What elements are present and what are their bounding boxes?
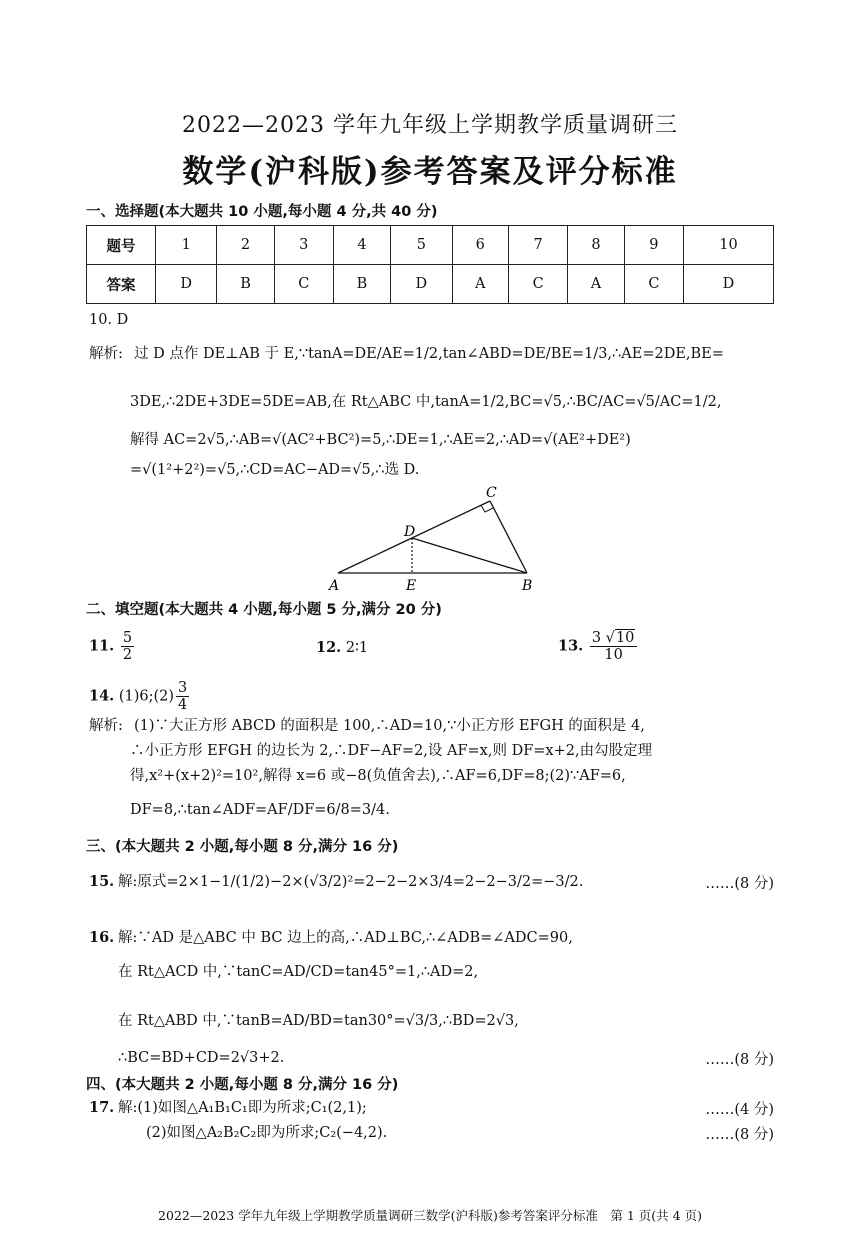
right-angle-mark xyxy=(481,505,493,512)
q10-analysis-prefix: 解析: xyxy=(89,346,123,362)
q11-label: 11. xyxy=(89,637,115,655)
question-number: 5 xyxy=(391,226,452,265)
q14-analysis-line1: (1)∵大正方形 ABCD 的面积是 100,∴AD=10,∵小正方形 EFGH 的面积是 4, xyxy=(134,718,645,734)
q17-line2: (2)如图△A₂B₂C₂即为所求;C₂(−4,2). xyxy=(146,1125,388,1141)
q14-fraction xyxy=(176,680,189,713)
q12-value: 2∶1 xyxy=(345,640,369,656)
label-e: E xyxy=(406,578,417,594)
question-number: 2 xyxy=(217,226,274,265)
question-number: 6 xyxy=(452,226,509,265)
question-number: 3 xyxy=(274,226,333,265)
q14-analysis-line3: 得,x²+(x+2)²=10²,解得 x=6 或−8(负值舍去),∴AF=6,DF=8;(2)∵AF=6, xyxy=(130,768,626,784)
q17-line1: 解:(1)如图△A₁B₁C₁即为所求;C₁(2,1); xyxy=(118,1100,367,1116)
q15-solution: 解:原式=2×1−1/(1/2)−2×(√3/2)²=2−2−2×3/4=2−2−3/2=−3/2. xyxy=(118,874,584,890)
q10-analysis-line2: 3DE,∴2DE+3DE=5DE=AB,在 Rt△ABC 中,tanA=1/2,BC=√5,∴BC/AC=√5/AC=1/2, xyxy=(130,394,722,410)
segment-cb xyxy=(490,501,527,573)
q16-points: ……(8 分) xyxy=(705,1052,774,1068)
q12 xyxy=(316,638,368,658)
section2-heading: 二、填空题(本大题共 4 小题,每小题 5 分,满分 20 分) xyxy=(86,602,442,618)
q14 xyxy=(89,680,191,713)
page-footer: 2022—2023 学年九年级上学期教学质量调研三数学(沪科版)参考答案评分标准 第 1 页(共 4 页) xyxy=(158,1208,702,1223)
q14-numerator: 3 xyxy=(178,680,188,696)
q15-points: ……(8 分) xyxy=(705,876,774,892)
answer-cell: D xyxy=(156,265,217,304)
answer-cell: D xyxy=(391,265,452,304)
answer-cell: B xyxy=(217,265,274,304)
q16-line3: 在 Rt△ABD 中,∵tanB=AD/BD=tan30°=√3/3,∴BD=2√3, xyxy=(118,1013,519,1029)
q16-label: 16. xyxy=(89,929,115,946)
q14-answer-prefix: (1)6;(2) xyxy=(118,688,175,705)
q14-denominator: 4 xyxy=(178,697,188,713)
q10-answer: 10. D xyxy=(89,312,129,328)
q11-denominator: 2 xyxy=(122,647,133,663)
label-b: B xyxy=(522,578,533,594)
q13-denominator: 10 xyxy=(604,647,623,663)
q11-fraction xyxy=(121,630,134,663)
q14-analysis-line2: ∴小正方形 EFGH 的边长为 2,∴DF−AF=2,设 AF=x,则 DF=x+2,由勾股定理 xyxy=(130,743,653,759)
answer-table-answer-row xyxy=(87,265,774,304)
q16-line1: 解:∵AD 是△ABC 中 BC 边上的高,∴AD⊥BC,∴∠ADB=∠ADC=90, xyxy=(118,930,573,946)
q10-analysis-line3: 解得 AC=2√5,∴AB=√(AC²+BC²)=5,∴DE=1,∴AE=2,∴AD=√(AE²+DE²) xyxy=(130,432,631,448)
q14-analysis-line4: DF=8,∴tan∠ADF=AF/DF=6/8=3/4. xyxy=(130,802,390,818)
q10-analysis-line4: =√(1²+2²)=√5,∴CD=AC−AD=√5,∴选 D. xyxy=(130,462,420,478)
row-label-number: 题号 xyxy=(87,226,156,265)
q17-label: 17. xyxy=(89,1099,115,1116)
q13-fraction xyxy=(590,630,638,663)
q16-line4: ∴BC=BD+CD=2√3+2. xyxy=(118,1050,285,1066)
document-title-line1: 2022—2023 学年九年级上学期教学质量调研三 xyxy=(182,113,678,138)
segment-db xyxy=(412,538,527,573)
q15-label: 15. xyxy=(89,873,115,890)
q12-label: 12. xyxy=(316,639,342,656)
answer-cell: D xyxy=(683,265,773,304)
section1-heading: 一、选择题(本大题共 10 小题,每小题 4 分,共 40 分) xyxy=(86,204,438,220)
label-d: D xyxy=(404,524,416,540)
section3-heading: 三、(本大题共 2 小题,每小题 8 分,满分 16 分) xyxy=(86,839,399,855)
answer-cell: C xyxy=(624,265,683,304)
answer-cell: A xyxy=(568,265,625,304)
q14-label: 14. xyxy=(89,687,115,705)
label-c: C xyxy=(486,485,497,501)
q13-numerator: 3 √10 xyxy=(590,630,638,647)
section4-heading: 四、(本大题共 2 小题,每小题 8 分,满分 16 分) xyxy=(86,1077,399,1093)
question-number: 9 xyxy=(624,226,683,265)
answer-cell: A xyxy=(452,265,509,304)
question-number: 7 xyxy=(509,226,568,265)
question-number: 1 xyxy=(156,226,217,265)
q16-line2: 在 Rt△ACD 中,∵tanC=AD/CD=tan45°=1,∴AD=2, xyxy=(118,964,479,980)
triangle-figure xyxy=(324,484,544,596)
q14-analysis-prefix: 解析: xyxy=(89,718,123,734)
question-number: 8 xyxy=(568,226,625,265)
row-label-answer: 答案 xyxy=(87,265,156,304)
question-number: 4 xyxy=(333,226,390,265)
q13 xyxy=(558,630,639,663)
question-number: 10 xyxy=(683,226,773,265)
q13-label: 13. xyxy=(558,637,584,655)
q17-points2: ……(8 分) xyxy=(705,1127,774,1143)
q17-points1: ……(4 分) xyxy=(705,1102,774,1118)
label-a: A xyxy=(329,578,340,594)
answer-cell: C xyxy=(274,265,333,304)
q11-numerator: 5 xyxy=(122,630,133,646)
answer-cell: C xyxy=(509,265,568,304)
q11 xyxy=(89,630,136,663)
answer-table-number-row xyxy=(87,226,774,265)
answer-table xyxy=(86,225,774,304)
q10-analysis-line1: 过 D 点作 DE⊥AB 于 E,∵tanA=DE/AE=1/2,tan∠ABD=DE/BE=1/3,∴AE=2DE,BE= xyxy=(134,346,724,362)
document-title-line2: 数学(沪科版)参考答案及评分标准 xyxy=(182,154,678,190)
answer-cell: B xyxy=(333,265,390,304)
